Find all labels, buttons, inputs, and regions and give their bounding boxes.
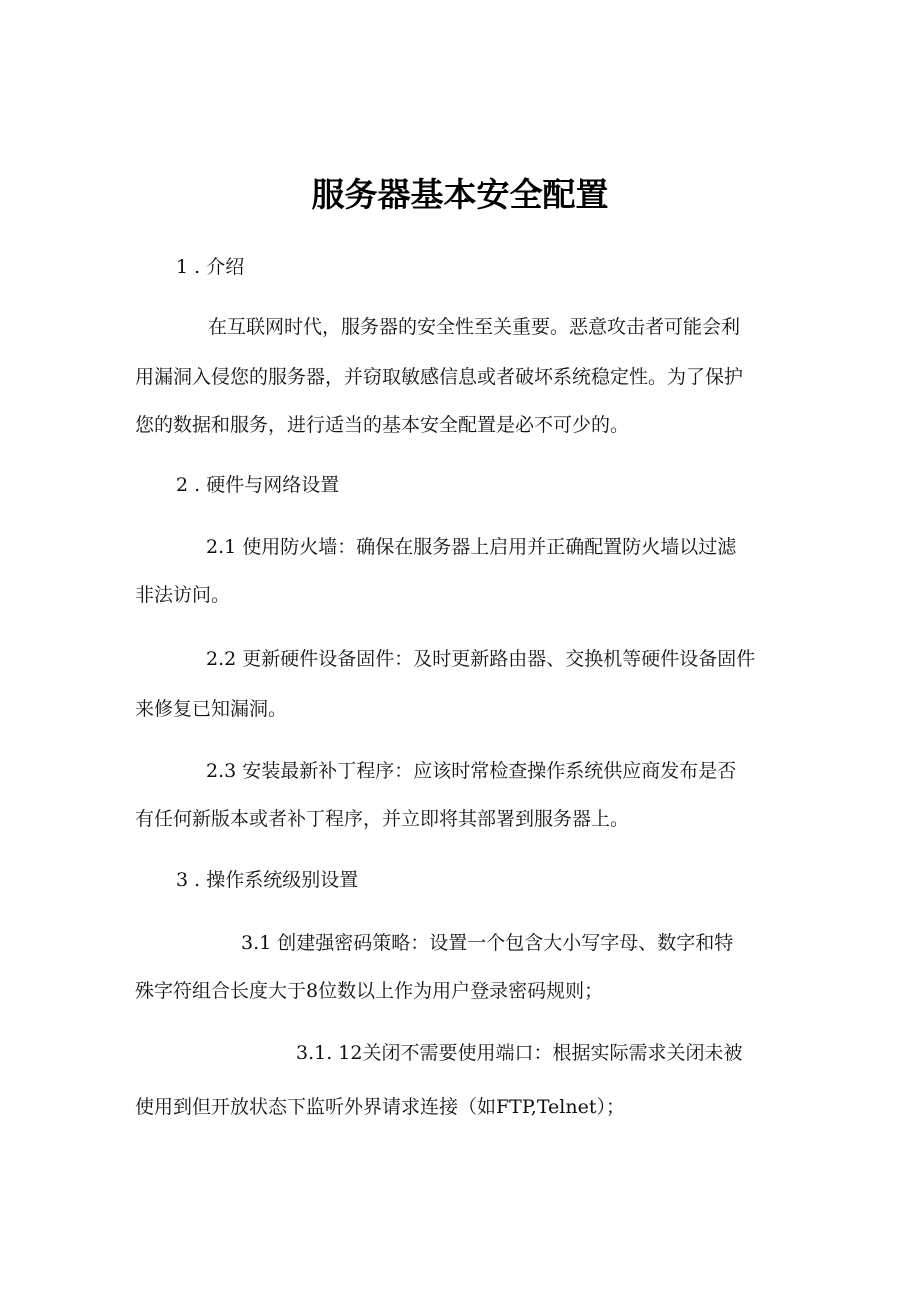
paragraph-line: 2.1 使用防火墙：确保在服务器上启用并正确配置防火墙以过滤 [206,536,737,558]
section-heading-intro: 1 . 介绍 [176,256,245,278]
paragraph-line: 非法访问。 [135,584,231,606]
paragraph-line: 您的数据和服务，进行适当的基本安全配置是必不可少的。 [135,414,630,436]
document-title: 服务器基本安全配置 [311,175,609,214]
paragraph-line: 使用到但开放状态下监听外界请求连接（如FTP,Telnet）； [135,1096,625,1118]
paragraph-line: 2.3 安装最新补丁程序：应该时常检查操作系统供应商发布是否 [206,760,737,782]
paragraph-line: 来修复已知漏洞。 [135,698,288,720]
paragraph-line: 有任何新版本或者补丁程序，并立即将其部署到服务器上。 [135,808,630,830]
paragraph-line: 用漏洞入侵您的服务器，并窃取敏感信息或者破坏系统稳定性。为了保护 [135,366,744,388]
section-heading-os-level: 3 . 操作系统级别设置 [176,869,359,891]
paragraph-line: 殊字符组合长度大于8位数以上作为用户登录密码规则； [135,980,604,1002]
section-heading-hardware-network: 2 . 硬件与网络设置 [176,474,340,496]
paragraph-line: 3.1 创建强密码策略：设置一个包含大小写字母、数字和特 [241,932,734,954]
paragraph-line: 3.1. 12关闭不需要使用端口：根据实际需求关闭未被 [296,1042,743,1064]
paragraph-line: 在互联网时代，服务器的安全性至关重要。恶意攻击者可能会利 [208,316,741,338]
paragraph-line: 2.2 更新硬件设备固件：及时更新路由器、交换机等硬件设备固件 [206,648,756,670]
